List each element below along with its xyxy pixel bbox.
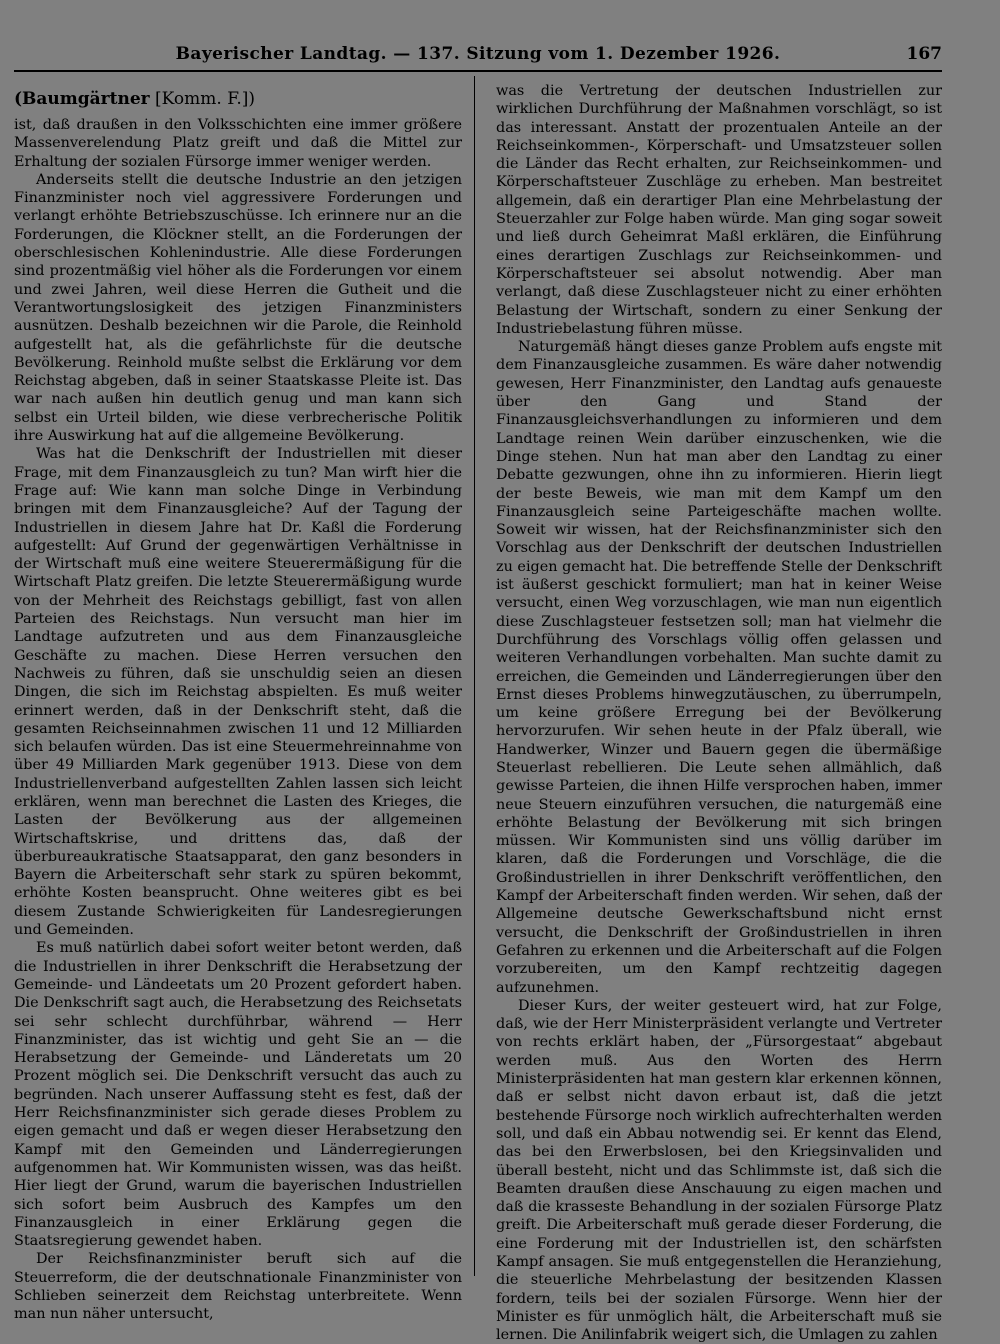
paragraph: Anderseits stellt die deutsche Industrie an den jetzigen Finanzminister noch viel aggressivere Forderungen und verlangt erhöhte Betriebszuschüsse. Ich erinnere nur an die Forderungen, die Klöckner stellt, an die Forderungen der oberschlesischen Kohlenindustrie. Alle diese Forderungen sind prozentmäßig viel höher als die Forderungen vor einem und zwei Jahren, weil diese Herren die Gutheit und die Verantwortungslosigkeit des jetzigen Finanzministers ausnützen. Deshalb bezeichnen wir die Parole, die Reinhold aufgestellt hat, als die gefährlichste für die deutsche Bevölkerung. Reinhold mußte selbst die Erklärung vor dem Reichstag abgeben, daß in seiner Staatskasse Pleite ist. Das war nach außen hin deutlich genug und man kann sich selbst ein Urteil bilden, wie diese verbrecherische Politik ihre Auswirkung hat auf die allgemeine Bevölkerung. [14,171,462,445]
running-title: Bayerischer Landtag. — 137. Sitzung vom 1. Dezember 1926. [175,44,781,64]
page-header [14,42,942,72]
speaker-role: [Komm. F.]) [149,89,256,109]
paragraph: Naturgemäß hängt dieses ganze Problem aufs engste mit dem Finanzausgleiche zusammen. Es wäre daher notwendig gewesen, Herr Finanzminister, den Landtag aufs genaueste über den Gang und Stand der Finanzausgleichsverhandlungen zu informieren und dem Landtage reinen Wein darüber einzuschenken, wie die Dinge stehen. Nun hat man aber den Landtag zu einer Debatte gezwungen, ohne ihn zu informieren. Hierin liegt der beste Beweis, wie man mit dem Kampf um den Finanzausgleich seine Parteigeschäfte machen wollte. Soweit wir wissen, hat der Reichsfinanzminister sich den Vorschlag aus der Denkschrift der deutschen Industriellen zu eigen gemacht hat. Die betreffende Stelle der Denkschrift ist äußerst geschickt formuliert; man hat in keiner Weise versucht, einen Weg vorzuschlagen, wie man nun eigentlich diese Zuschlagsteuer festsetzen soll; man hat vielmehr die Durchführung des Vorschlags völlig offen gelassen und weiteren Verhandlungen vorbehalten. Man suchte damit zu erreichen, die Gemeinden und Länderregierungen über den Ernst dieses Problems hinwegzutäuschen, zu überrumpeln, um keine größere Erregung bei der Bevölkerung hervorzurufen. Wir sehen heute in der Pfalz überall, wie Handwerker, Winzer und Bauern gegen die übermäßige Steuerlast rebellieren. Die Leute sehen allmählich, daß gewisse Parteien, die ihnen Hilfe versprochen haben, immer neue Steuern einzuführen versuchen, die naturgemäß eine erhöhte Belastung der Bevölkerung mit sich bringen müssen. Wir Kommunisten sind uns völlig darüber im klaren, daß die Forderungen und Vorschläge, die die Großindustriellen in ihrer Denkschrift veröffentlichen, den Kampf der Arbeiterschaft finden werden. Wir sehen, daß der Allgemeine deutsche Gewerkschaftsbund nicht ernst versucht, die Denkschrift der Großindustriellen in ihren Gefahren zu erkennen und die Arbeiterschaft auf die Folgen vorzubereiten, um den Kampf rechtzeitig dagegen aufzunehmen. [496,339,942,996]
speaker-heading [14,88,462,110]
paragraph: Was hat die Denkschrift der Industriellen mit dieser Frage, mit dem Finanzausgleich zu tun? Man wirft hier die Frage auf: Wie kann man solche Dinge in Verbindung bringen mit dem Finanzausgleiche? Auf der Tagung der Industriellen in diesem Jahre hat Dr. Kaßl die Forderung aufgestellt: Auf Grund der gegenwärtigen Verhältnisse in der Wirtschaft muß eine weitere Steuerermäßigung für die Wirtschaft Platz greifen. Die letzte Steuerermäßigung wurde von der Mehrheit des Reichstags gebilligt, fast von allen Parteien des Reichstags. Nun versucht man hier im Landtage aufzutreten und aus dem Finanzausgleiche Geschäfte zu machen. Diese Herren versuchen den Nachweis zu führen, daß sie unschuldig seien an diesen Dingen, die sich im Reichstag abspielten. Es muß weiter erinnert werden, daß in der Denkschrift steht, daß die gesamten Reichseinnahmen zwischen 11 und 12 Milliarden sich belaufen würden. Das ist eine Steuermehreinnahme von über 49 Milliarden Mark gegenüber 1913. Diese von dem Industriellenverband aufgestellten Zahlen lassen sich leicht erklären, wenn man berechnet die Lasten des Krieges, die Lasten der Bevölkerung aus der allgemeinen Wirtschaftskrise, und drittens das, daß der überbureaukratische Staatsapparat, den ganz besonders in Bayern die Arbeiterschaft sehr stark zu spüren bekommt, erhöhte Kosten beansprucht. Ohne weiteres gibt es bei diesem Zustande Schwierigkeiten für Landesregierungen und Gemeinden. [14,446,462,939]
right-column [496,82,942,1344]
paragraph: Dieser Kurs, der weiter gesteuert wird, hat zur Folge, daß, wie der Herr Ministerpräsident verlangte und Vertreter von rechts erklärt haben, der „Fürsorgestaat“ abgebaut werden muß. Aus den Worten des Herrn Ministerpräsidenten hat man gestern klar erkennen können, daß er selbst nicht davon erbaut ist, daß die jetzt bestehende Fürsorge noch wirklich aufrechterhalten werden soll, und daß ein Abbau notwendig sei. Er kennt das Elend, das bei den Erwerbslosen, bei den Kriegsinvaliden und überall besteht, nicht und das Schlimmste ist, daß sich die Beamten draußen diese Anschauung zu eigen machen und daß die krasseste Behandlung in der sozialen Fürsorge Platz greift. Die Arbeiterschaft muß gerade dieser Forderung, die eine Forderung mit der Industriellen ist, den schärfsten Kampf ansagen. Sie muß entgegenstellen die Heranziehung, die steuerliche Mehrbelastung der besitzenden Klassen fordern, teils bei der sozialen Fürsorge. Wenn hier der Minister es für unmöglich hält, die Arbeiterschaft muß sie lernen. Die Anilinfabrik weigert sich, die Umlagen zu zahlen [496,997,942,1344]
column-divider [474,76,475,1276]
paragraph: ist, daß draußen in den Volksschichten eine immer größere Massenverelendung Platz greift und daß die Mittel zur Erhaltung der sozialen Fürsorge immer weniger werden. [14,117,462,170]
left-column [14,88,462,1324]
speaker-name: (Baumgärtner [14,89,150,109]
page-number: 167 [906,44,942,64]
paragraph: Der Reichsfinanzminister beruft sich auf die Steuerreform, die der deutschnationale Finanzminister von Schlieben seinerzeit dem Reichstag unterbreitete. Wenn man nun näher untersucht, [14,1251,462,1323]
paragraph: was die Vertretung der deutschen Industriellen zur wirklichen Durchführung der Maßnahmen vorschlägt, so ist das interessant. Anstatt der prozentualen Anteile an der Reichseinkommen-, Körperschaft- und Umsatzsteuer sollen die Länder das Recht erhalten, zur Reichseinkommen- und Körperschaftsteuer Zuschläge zu erheben. Man bestreitet allgemein, daß ein derartiger Plan eine Mehrbelastung der Steuerzahler zur Folge haben würde. Man ging sogar soweit und ließ durch Geheimrat Maßl erklären, die Einführung eines derartigen Zuschlags zur Reichseinkommen- und Körperschaftsteuer sei absolut notwendig. Aber man verlangt, daß diese Zuschlagsteuer nicht zu einer erhöhten Belastung der Wirtschaft, sondern zu einer Senkung der Industriebelastung führen müsse. [496,83,942,337]
paragraph: Es muß natürlich dabei sofort weiter betont werden, daß die Industriellen in ihrer Denkschrift die Herabsetzung der Gemeinde- und Ländeetats um 20 Prozent gefordert haben. Die Denkschrift sagt auch, die Herabsetzung des Reichsetats sei sehr schlecht durchführbar, während — Herr Finanzminister, das ist wichtig und geht Sie an — die Herabsetzung der Gemeinde- und Länderetats um 20 Prozent möglich sei. Die Denkschrift versucht das auch zu begründen. Nach unserer Auffassung steht es fest, daß der Herr Reichsfinanzminister sich gerade dieses Problem zu eigen gemacht und daß er wegen dieser Herabsetzung den Kampf mit den Gemeinden und Länderregierungen aufgenommen hat. Wir Kommunisten wissen, was das heißt. Hier liegt der Grund, warum die bayerischen Industriellen sich sofort beim Ausbruch des Kampfes um den Finanzausgleich in einer Erklärung gegen die Staatsregierung gewendet haben. [14,940,462,1250]
